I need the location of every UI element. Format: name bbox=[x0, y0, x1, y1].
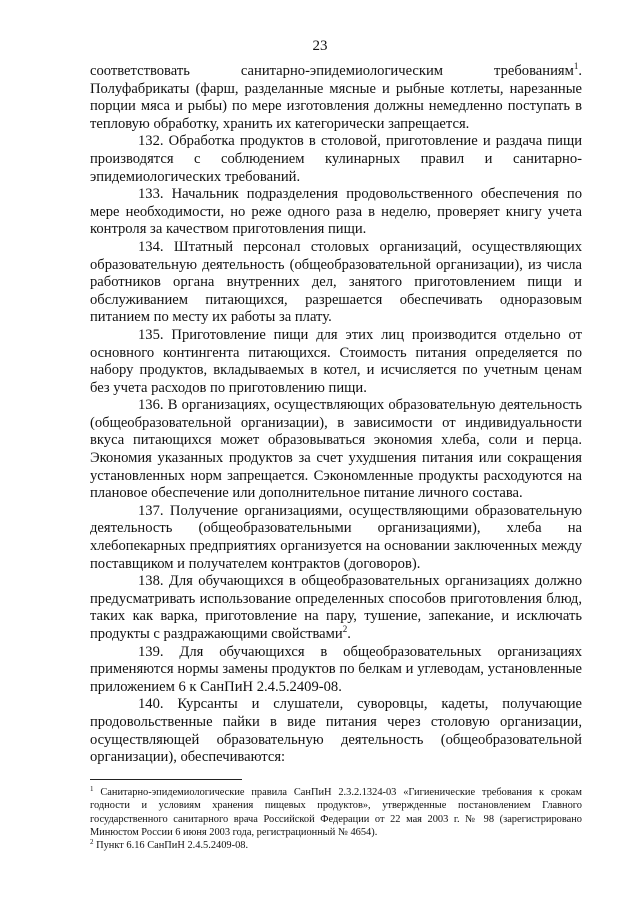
paragraph-134: 134. Штатный персонал столовых организаций, осуществляющих образовательную деятельность (общеобразовательной организации), из числа работников органа внутренних дел, занятого приготовлением пищи и обслуживанием питающихся, разрешается обеспечивать одноразовым питанием по месту их работы за плату. bbox=[90, 238, 582, 326]
paragraph-text-tail: . bbox=[347, 626, 351, 642]
footnote-1 bbox=[90, 786, 582, 839]
footnote-ref[interactable]: 1 bbox=[573, 61, 579, 71]
paragraph-text-tail: . Полуфабрикаты (фарш, разделанные мясные и рыбные котлеты, нарезанные порции мяса и рыбы) по мере изготовления должны немедленно поступать в тепловую обработку, хранить их категорически запрещается. bbox=[90, 63, 582, 132]
paragraph-continuation bbox=[90, 63, 582, 133]
body-text bbox=[90, 63, 582, 767]
footnotes bbox=[90, 786, 582, 852]
footnote-divider bbox=[90, 779, 242, 780]
paragraph-137: 137. Получение организациями, осуществляющими образовательную деятельность (общеобразовательными организациями), хлеба на хлебопекарных предприятиях организуется на основании заключенных между поставщиком и получателем контрактов (договоров). bbox=[90, 502, 582, 572]
paragraph-136: 136. В организациях, осуществляющих образовательную деятельность (общеобразовательной организации), в зависимости от индивидуальности вкуса питающихся может образовываться экономия хлеба, соли и перца. Экономия указанных продуктов за счет ухудшения питания или сокращения установленных норм запрещается. Сэкономленные продукты расходуются на плановое обеспечение или дополнительное питание личного состава. bbox=[90, 397, 582, 502]
footnote-ref[interactable]: 2 bbox=[342, 624, 348, 634]
footnote-text: Санитарно-эпидемиологические правила СанПиН 2.3.2.1324-03 «Гигиенические требования к срокам годности и условиям хранения пищевых продуктов», утвержденные постановлением Главного государственного санитарного врача Российской Федерации от 22 мая 2003 г. № 98 (зарегистрировано Минюстом России 6 июня 2003 года, регистрационный № 4654). bbox=[90, 787, 582, 838]
paragraph-text: соответствовать санитарно-эпидемиологическим требованиям bbox=[90, 63, 574, 79]
footnote-text: Пункт 6.16 СанПиН 2.4.5.2409-08. bbox=[93, 840, 249, 852]
paragraph-138 bbox=[90, 573, 582, 643]
footnote-mark: 2 bbox=[90, 838, 94, 847]
paragraph-133: 133. Начальник подразделения продовольственного обеспечения по мере необходимости, но реже одного раза в неделю, проверяет книгу учета контроля за качеством приготовления пищи. bbox=[90, 186, 582, 238]
footnote-mark: 1 bbox=[90, 785, 94, 793]
paragraph-139: 139. Для обучающихся в общеобразовательных организациях применяются нормы замены продуктов по белкам и углеводам, установленные приложением 6 к СанПиН 2.4.5.2409-08. bbox=[90, 643, 582, 695]
paragraph-135: 135. Приготовление пищи для этих лиц производится отдельно от основного контингента питающихся. Стоимость питания определяется по набору продуктов, вкладываемых в котел, и исчисляется по учетным ценам без учета расходов по приготовлению пищи. bbox=[90, 326, 582, 396]
paragraph-text: 138. Для обучающихся в общеобразовательных организациях должно предусматривать использование определенных способов приготовления блюд, таких как варка, приготовление на пару, тушение, запекание, и исключать продукты с раздражающими свойствами bbox=[90, 573, 582, 642]
page-number: 23 bbox=[312, 38, 328, 54]
paragraph-132: 132. Обработка продуктов в столовой, приготовление и раздача пищи производятся с соблюдением кулинарных правил и санитарно-эпидемиологических требований. bbox=[90, 133, 582, 185]
footnote-2 bbox=[90, 839, 582, 852]
paragraph-140: 140. Курсанты и слушатели, суворовцы, кадеты, получающие продовольственные пайки в виде питания через столовую организации, осуществляющей образовательную деятельность (общеобразовательной организации), обеспечиваются: bbox=[90, 696, 582, 766]
